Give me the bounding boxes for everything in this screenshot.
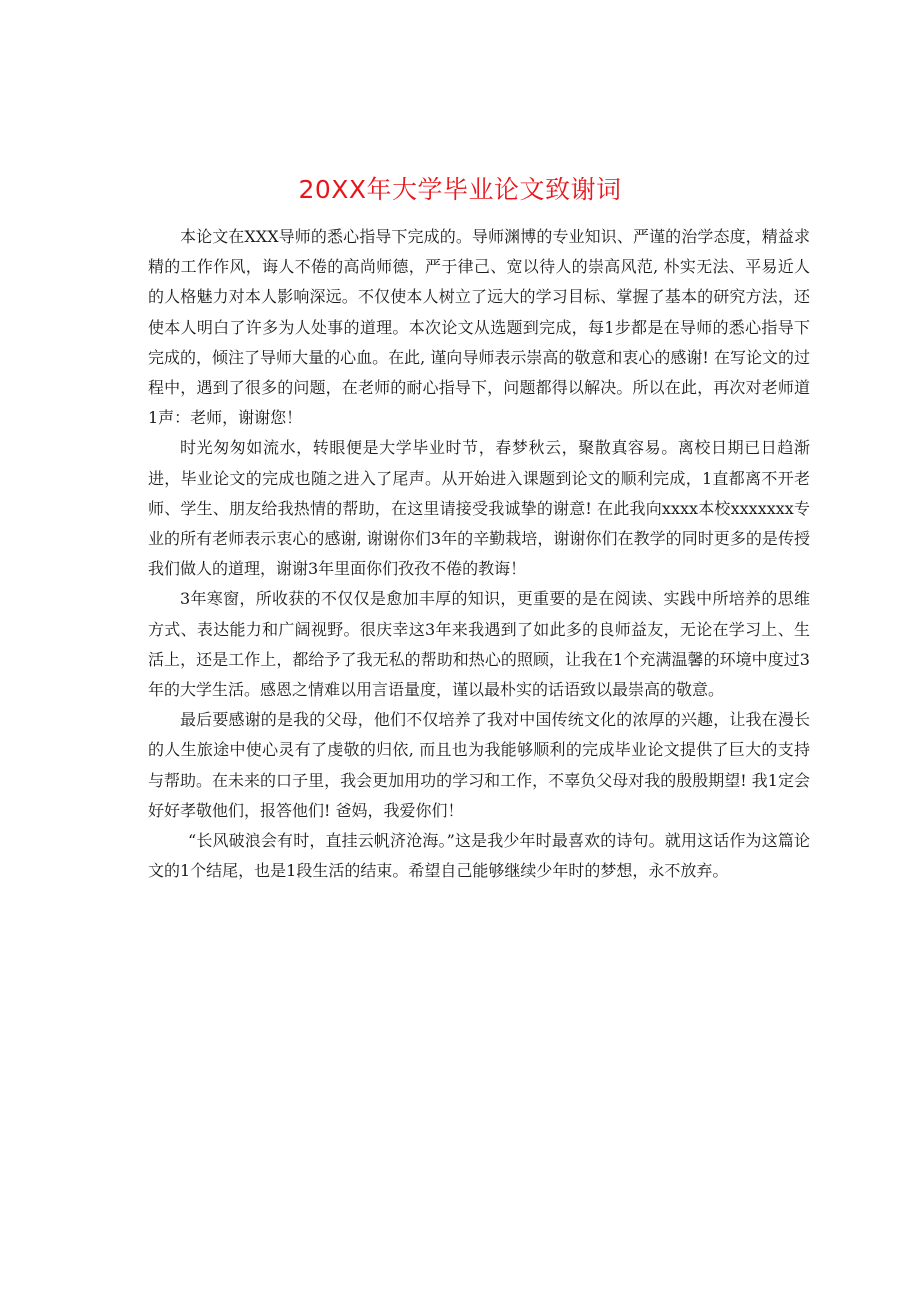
document-title: 20XX年大学毕业论文致谢词 xyxy=(298,175,622,204)
paragraph-advisor-thanks: 本论文在XXX导师的悉心指导下完成的。导师渊博的专业知识、严谨的治学态度，精益求精的工作作风，诲人不倦的高尚师德，严于律己、宽以待人的崇高风范, 朴实无法、平易近人的人格魅力对本人影响深远。不仅使本人树立了远大的学习目标、掌握了基本的研究方法，还使本人明白了许多为人处事的道理。本次论文从选题到完成，每1步都是在导师的悉心指导下完成的，倾注了导师大量的心血。在此, 谨向导师表示崇高的敬意和衷心的感谢! 在写论文的过程中，遇到了很多的问题，在老师的耐心指导下，问题都得以解决。所以在此，再次对老师道1声：老师，谢谢您！ xyxy=(148,227,810,428)
paragraph-teachers-thanks: 时光匆匆如流水，转眼便是大学毕业时节，春梦秋云，聚散真容易。离校日期已日趋渐进，毕业论文的完成也随之进入了尾声。从开始进入课题到论文的顺利完成，1直都离不开老师、学生、朋友给我热情的帮助，在这里请接受我诚挚的谢意! 在此我向xxxx本校xxxxxxx专业的所有老师表示衷心的感谢, 谢谢你们3年的辛勤栽培，谢谢你们在教学的同时更多的是传授我们做人的道理，谢谢3年里面你们孜孜不倦的教诲！ xyxy=(148,438,810,579)
paragraph-friends-thanks: 3年寒窗，所收获的不仅仅是愈加丰厚的知识，更重要的是在阅读、实践中所培养的思维方式、表达能力和广阔视野。很庆幸这3年来我遇到了如此多的良师益友，无论在学习上、生活上，还是工作上，都给予了我无私的帮助和热心的照顾，让我在1个充满温馨的环境中度过3年的大学生活。感恩之情难以用言语量度，谨以最朴实的话语致以最崇高的敬意。 xyxy=(148,589,810,700)
paragraph-parents-thanks: 最后要感谢的是我的父母，他们不仅培养了我对中国传统文化的浓厚的兴趣，让我在漫长的人生旅途中使心灵有了虔敬的归依, 而且也为我能够顺利的完成毕业论文提供了巨大的支持与帮助。在未来的口子里，我会更加用功的学习和工作，不辜负父母对我的殷殷期望! 我1定会好好孝敬他们，报答他们! 爸妈，我爱你们！ xyxy=(148,710,810,820)
document-body xyxy=(148,222,810,886)
paragraph-closing-poem: “长风破浪会有时，直挂云帆济沧海。”这是我少年时最喜欢的诗句。就用这话作为这篇论文的1个结尾，也是1段生活的结束。希望自己能够继续少年时的梦想，永不放弃。 xyxy=(148,831,810,881)
